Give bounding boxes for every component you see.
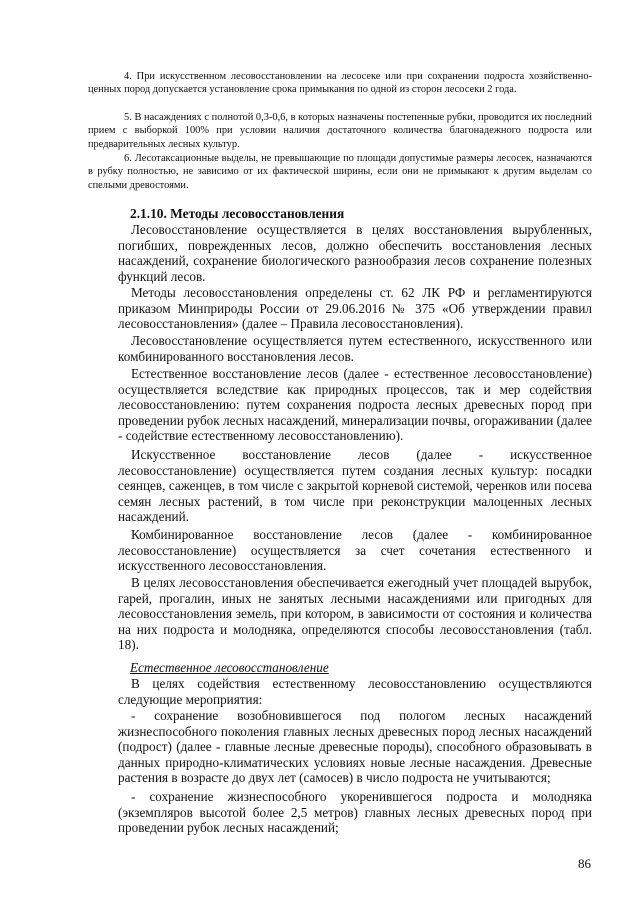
top-item-6: 6. Лесотаксационные выделы, не превышающие по площади допустимые размеры лесосек, назначаются в рубку полностью, не зависимо от их фактической ширины, если они не примыкают к другим выделам со спелыми древостоями. [88, 153, 592, 191]
paragraph-6: Комбинированное восстановление лесов (далее - комбинированное лесовосстановление) осуществляется за счет сочетания естественного и искусственного лесовосстановления. [118, 527, 592, 574]
page-number: 86 [578, 856, 591, 871]
section-heading: 2.1.10. Методы лесовосстановления [130, 206, 345, 221]
subheading: Естественное лесовосстановление [130, 660, 329, 675]
top-item-5: 5. В насаждениях с полнотой 0,3-0,6, в которых назначены постепенные рубки, проводится их последний прием с выборкой 100% при условии наличия достаточного количества благонадежного подроста или предварительных лесных культур. [88, 112, 592, 150]
paragraph-4: Естественное восстановление лесов (далее - естественное лесовосстановление) осуществляется вследствие как природных процессов, так и мер содействия лесовосстановлению: путем сохранения подроста лесных древесных пород при проведении рубок лесных насаждений, минерализации почвы, огораживании (далее - содействие естественному лесовосстановлению). [118, 366, 592, 444]
top-item-4: 4. При искусственном лесовосстановлении на лесосеке или при сохранении подроста хозяйственно-ценных пород допускается установление срока примыкания по одной из сторон лесосеки 2 года. [88, 71, 592, 96]
paragraph-8: В целях содействия естественному лесовосстановлению осуществляются следующие мероприятия: [118, 676, 592, 707]
paragraph-9: - сохранение возобновившегося под пологом лесных насаждений жизнеспособного поколения главных лесных древесных пород лесных насаждений (подрост) (далее - главные лесные древесные породы), способного образовывать в данных природно-климатических условиях новые лесные насаждения. Древесные растения в возрасте до двух лет (самосев) в число подроста не учитываются; [118, 708, 592, 786]
paragraph-1: Лесовосстановление осуществляется в целях восстановления вырубленных, погибших, поврежденных лесов, должно обеспечить восстановления лесных насаждений, сохранение биологического разнообразия лесов сохранение полезных функций лесов. [118, 222, 592, 284]
paragraph-10: - сохранение жизнеспособного укоренившегося подроста и молодняка (экземпляров высотой более 2,5 метров) главных лесных древесных пород при проведении рубок лесных насаждений; [118, 789, 592, 836]
paragraph-7: В целях лесовосстановления обеспечивается ежегодный учет площадей вырубок, гарей, прогалин, иных не занятых лесными насаждениями или пригодных для лесовосстановления земель, при котором, в зависимости от состояния и количества на них подроста и молодняка, определяются способы лесовосстановления (табл. 18). [118, 575, 592, 653]
paragraph-3: Лесовосстановление осуществляется путем естественного, искусственного или комбинированного восстановления лесов. [118, 333, 592, 364]
paragraph-2: Методы лесовосстановления определены ст. 62 ЛК РФ и регламентируются приказом Минприроды России от 29.06.2016 № 375 «Об утверждении правил лесовосстановления» (далее – Правила лесовосстановления). [118, 285, 592, 332]
paragraph-5: Искусственное восстановление лесов (далее - искусственное лесовосстановление) осуществляется путем создания лесных культур: посадки сеянцев, саженцев, в том числе с закрытой корневой системой, черенков или посева семян лесных растений, в том числе при реконструкции малоценных лесных насаждений. [118, 447, 592, 525]
